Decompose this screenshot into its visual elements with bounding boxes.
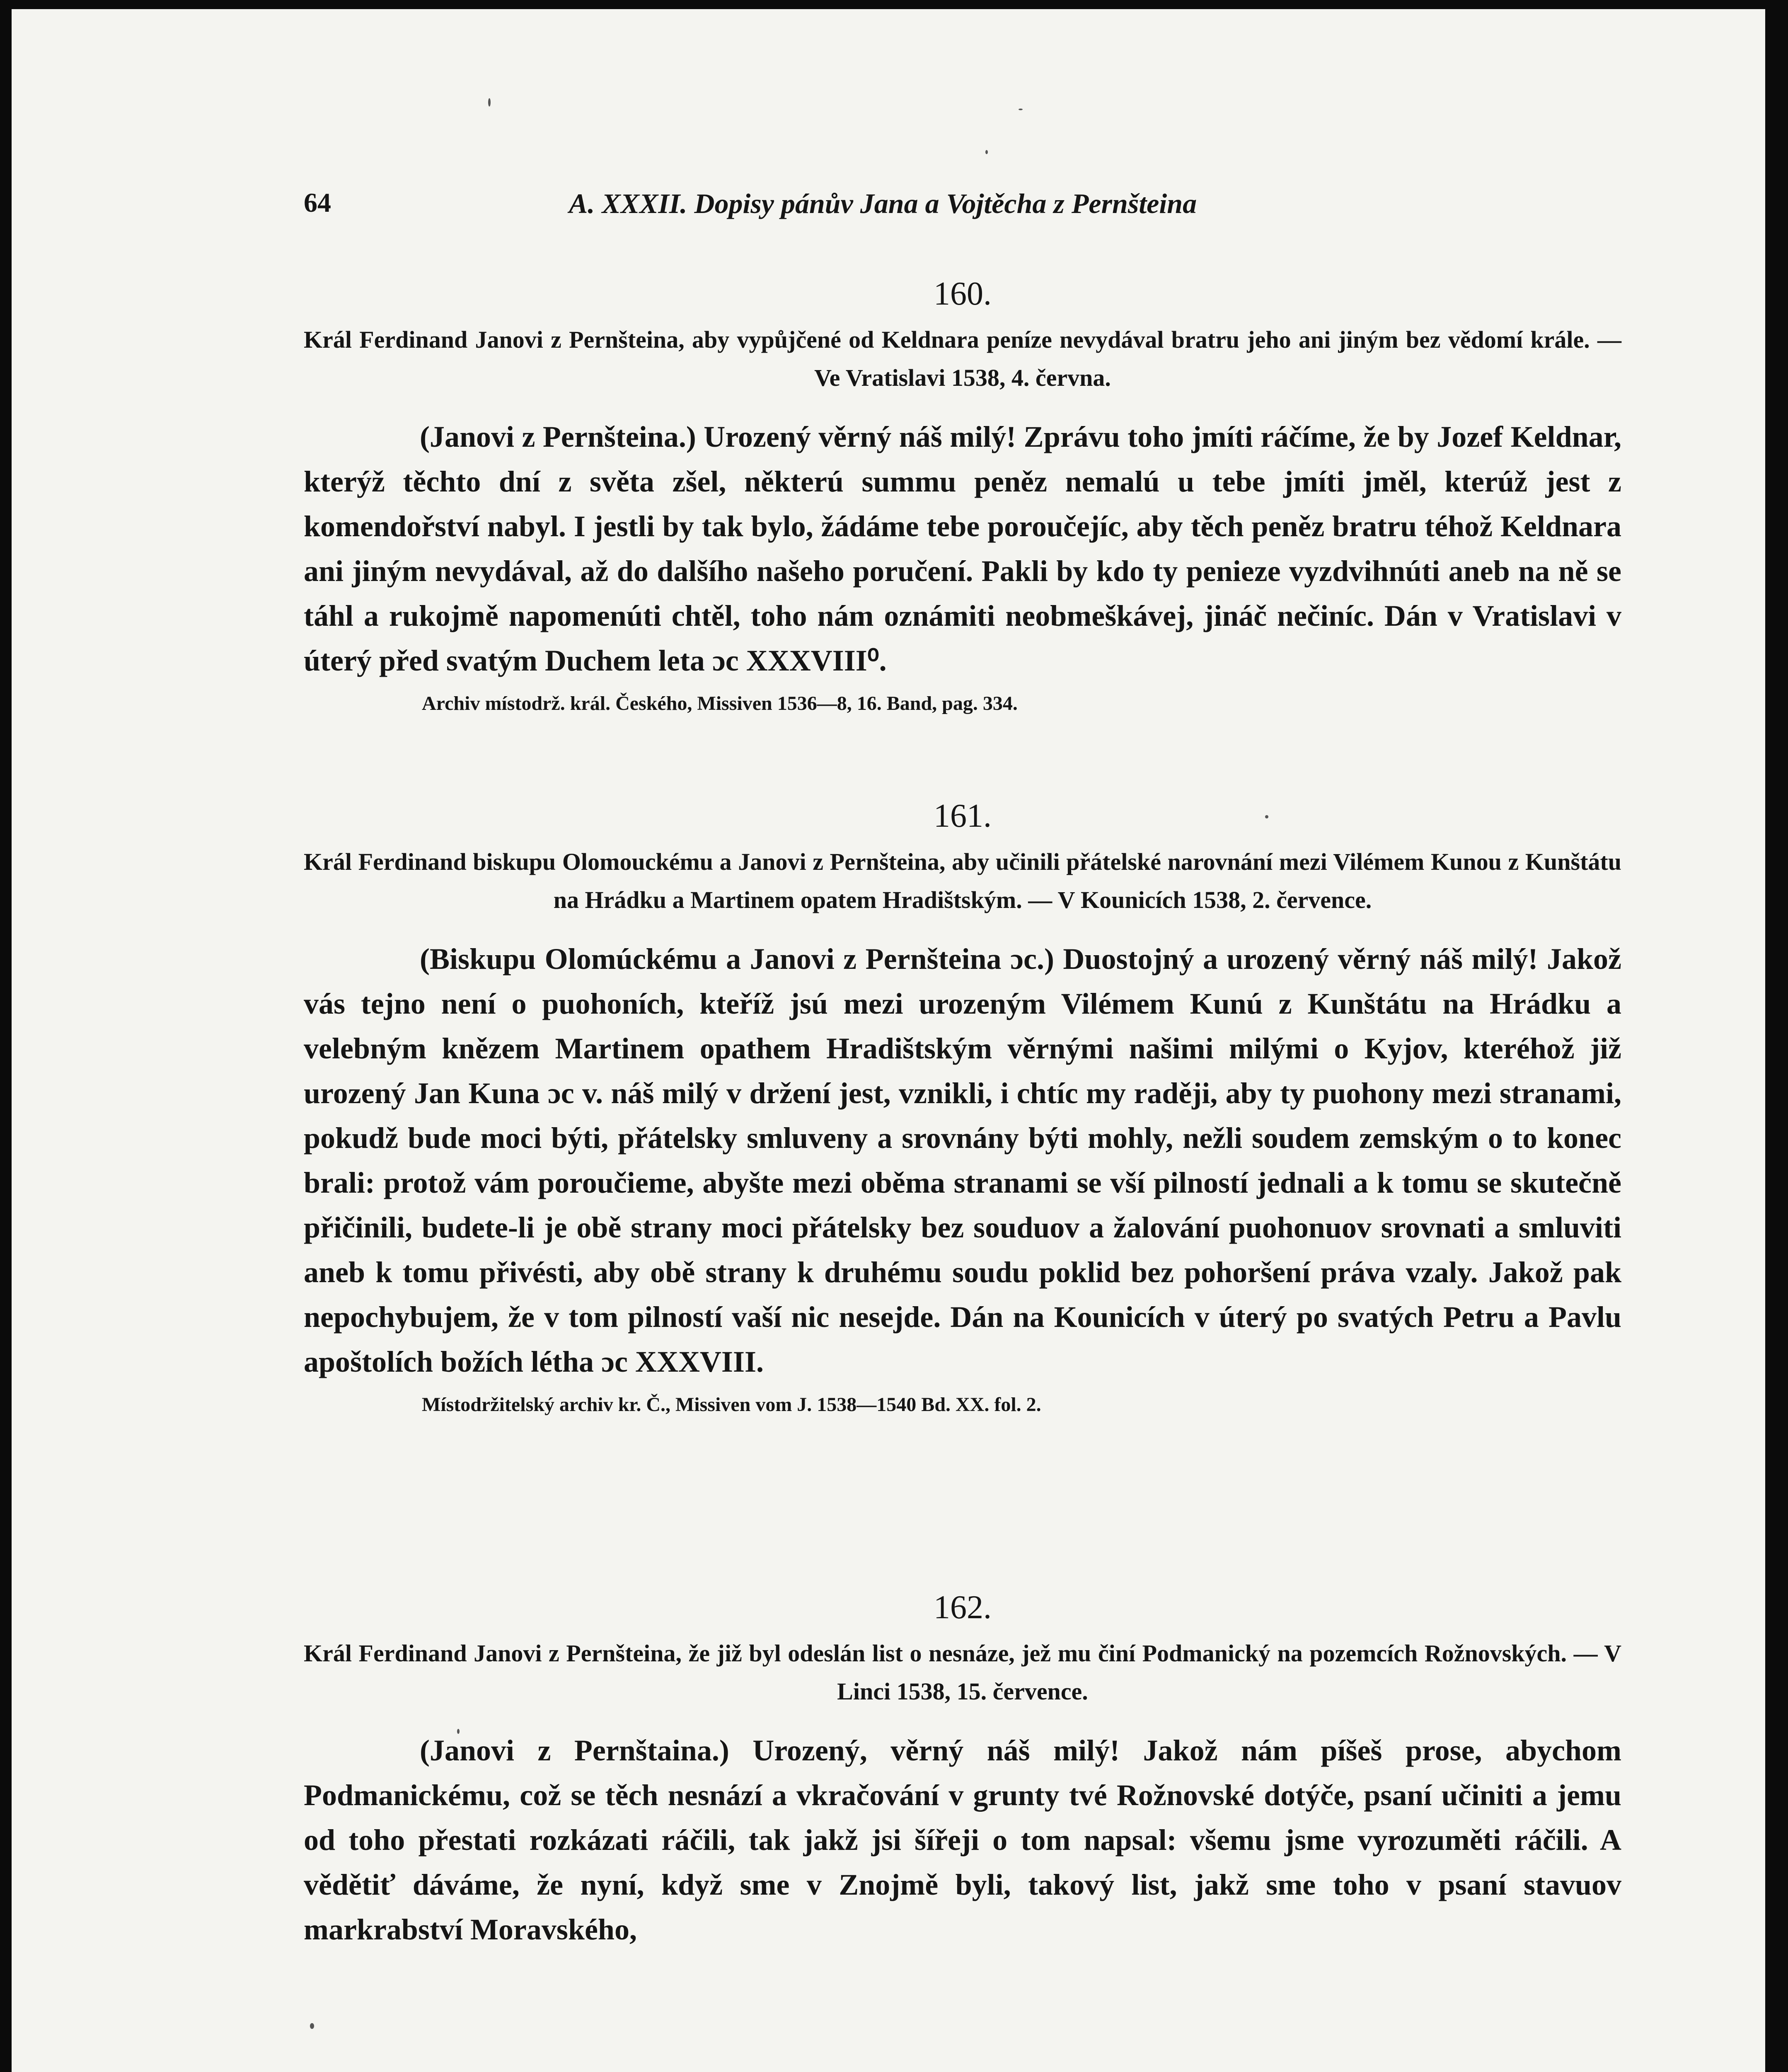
document-160: [304, 272, 1621, 720]
document-body: (Janovi z Pernšteina.) Urozený věrný náš milý! Zprávu toho jmíti ráčíme, že by Jozef Keldnar, kterýž těchto dní z světa zšel, některú summu peněz nemalú u tebe jmíti jměl, kterúž jest z komendořství nabyl. I jestli by tak bylo, žádáme tebe poroučejíc, aby těch peněz bratru téhož Keldnara ani jiným nevydával, až do dalšího našeho poručení. Pakli by kdo ty penieze vyzdvihnúti aneb na ně se táhl a rukojmě napomenúti chtěl, toho nám oznámiti neobmeškávej, jináč nečiníc. Dán v Vratislavi v úterý před svatým Duchem leta ɔc XXXVIII⁰.: [304, 420, 1621, 677]
document-body: (Janovi z Pernštaina.) Urozený, věrný náš milý! Jakož nám píšeš prose, abychom Podmanickému, což se těch nesnází a vkračování v grunty tvé Rožnovské dotýče, psaní učiniti a jemu od toho přestati rozkázati ráčili, tak jakž jsi šířeji o tom napsal: všemu jsme vyrozuměti ráčili. A vědětiť dáváme, že nyní, když sme v Znojmě byli, takový list, jakž sme toho v psaní stavuov markrabství Moravského,: [304, 1734, 1621, 1946]
scan-speck: [1019, 109, 1023, 110]
scan-speck: [310, 2023, 314, 2029]
document-body: (Biskupu Olomúckému a Janovi z Pernšteina ɔc.) Duostojný a urozený věrný náš milý! Jakož vás tejno není o puohoních, kteříž jsú mezi urozeným Vilémem Kunú z Kunštátu na Hrádku a velebným knězem Martinem opathem Hradištským věrnými našimi milými o Kyjov, kteréhož již urozený Jan Kuna ɔc v. náš milý v držení jest, vznikli, i chtíc my raději, aby ty puohony mezi stranami, pokudž bude moci býti, přátelsky smluveny a srovnány býti mohly, nežli soudem zemským o to konec brali: protož vám poroučieme, abyšte mezi oběma stranami se vší pilností jednali a k tomu se skutečně přičinili, budete-li je obě strany moci přátelsky bez souduov a žalování puohonuov srovnati a smluviti aneb k tomu přivésti, aby obě strany k druhému soudu poklid bez pohoršení práva vzaly. Jakož pak nepochybujem, že v tom pilností vaší nic nesejde. Dán na Kounicích v úterý po svatých Petru a Pavlu apoštolích božích létha ɔc XXXVIII.: [304, 942, 1621, 1378]
scanned-page: [12, 9, 1765, 2072]
document-source: Archiv místodrž. král. Českého, Missiven 1536—8, 16. Band, pag. 334.: [422, 692, 1018, 714]
scan-speck: [488, 98, 491, 107]
document-summary: Král Ferdinand biskupu Olomouckému a Janovi z Pernšteina, aby učinili přátelské narovnání mezi Vilémem Kunou z Kunštátu na Hrádku a Martinem opatem Hradištským. — V Kounicích 1538, 2. července.: [304, 848, 1621, 913]
scan-speck: [985, 150, 988, 154]
document-161: [304, 794, 1621, 1421]
document-summary: Král Ferdinand Janovi z Pernšteina, že již byl odeslán list o nesnáze, jež mu činí Podmanický na pozemcích Rožnovských. — V Linci 1538, 15. července.: [304, 1640, 1621, 1705]
page-number: 64: [304, 188, 331, 218]
page-header: [304, 187, 1621, 233]
document-number: 161.: [934, 798, 992, 834]
document-number: 160.: [934, 276, 992, 312]
document-number: 162.: [934, 1589, 992, 1626]
running-head: A. XXXII. Dopisy pánův Jana a Vojtěcha z Pernšteina: [569, 188, 1197, 219]
document-summary: Král Ferdinand Janovi z Pernšteina, aby vypůjčené od Keldnara peníze nevydával bratru jeho ani jiným bez vědomí krále. — Ve Vratislavi 1538, 4. června.: [304, 326, 1621, 391]
document-source: Místodržitelský archiv kr. Č., Missiven vom J. 1538—1540 Bd. XX. fol. 2.: [422, 1394, 1041, 1416]
document-162: [304, 1586, 1621, 1952]
